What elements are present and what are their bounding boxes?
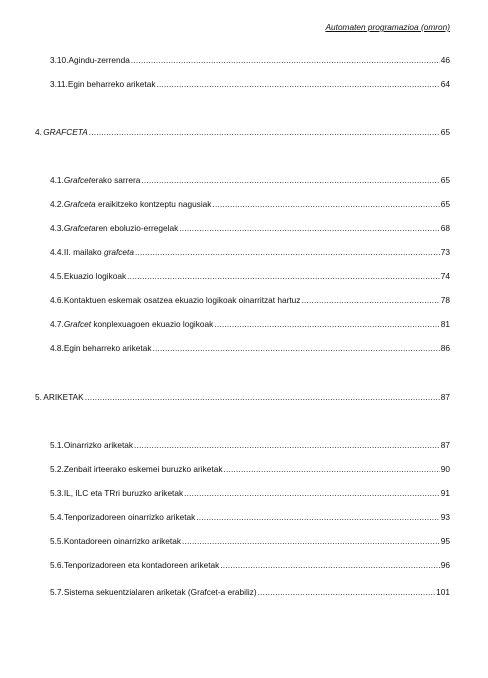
- dot-leader: [156, 78, 439, 90]
- toc-entry-title-part: konplexuagoen ekuazio logikoak: [91, 319, 214, 329]
- toc-entry-page-number: 65: [440, 199, 450, 209]
- toc-entry-title-part: IL, ILC eta TRri buruzko ariketak: [63, 488, 184, 498]
- toc-entry-title-italic: Grafcet: [63, 175, 92, 185]
- toc-entry[interactable]: [50, 198, 450, 210]
- dot-leader: [85, 391, 440, 403]
- running-header: Automaten programazioa (omron): [325, 22, 450, 32]
- toc-entry-page-number: 65: [440, 127, 450, 137]
- toc-entry[interactable]: [50, 559, 450, 571]
- toc-entry-title-part: Ekuazio logikoak: [63, 271, 127, 281]
- toc-entry-title: [64, 511, 195, 523]
- toc-entry-title-part: Egin beharreko ariketak: [63, 343, 152, 353]
- dot-leader: [182, 535, 440, 547]
- toc-entry-title-part: Agindu-zerrenda: [68, 55, 130, 65]
- dot-leader: [196, 511, 439, 523]
- toc-entry-title: [64, 586, 257, 598]
- toc-entry-page-number: 65: [440, 175, 450, 185]
- toc-entry-number: 4.3.: [50, 223, 64, 233]
- toc-entry-number: 4.5.: [50, 271, 64, 281]
- toc-entry-number: 4.7.: [50, 319, 64, 329]
- toc-entry[interactable]: [50, 318, 450, 330]
- toc-entry-title-part: Kontaktuen eskemak osatzea ekuazio logikoak oinarritzat hartuz: [63, 295, 301, 305]
- toc-entry-title-part: Zenbait irteerako eskemei buruzko ariketak: [63, 464, 223, 474]
- toc-entry-title: [64, 198, 212, 210]
- dot-leader: [223, 463, 439, 475]
- toc-entry-title: [64, 246, 134, 258]
- toc-entry[interactable]: [50, 535, 450, 547]
- toc-entry-number: 5.5.: [50, 536, 64, 546]
- toc-entry-number: 4.: [35, 127, 42, 137]
- toc-entry-title: [64, 318, 213, 330]
- dot-leader: [212, 198, 439, 210]
- toc-entry-title-italic: Grafcet: [63, 319, 92, 329]
- toc-entry-title-part: ARIKETAK: [43, 392, 84, 402]
- toc-entry-number: 5.1.: [50, 440, 64, 450]
- toc-entry-number: 4.4.: [50, 247, 64, 257]
- toc-entry-page-number: 86: [440, 343, 450, 353]
- toc-entry-page-number: 95: [440, 536, 450, 546]
- toc-entry[interactable]: [50, 270, 450, 282]
- dot-leader: [89, 126, 440, 138]
- toc-entry[interactable]: [50, 586, 450, 598]
- toc-entry[interactable]: [50, 222, 450, 234]
- dot-leader: [258, 586, 436, 598]
- toc-entry[interactable]: [50, 463, 450, 475]
- toc-entry-page-number: 96: [440, 560, 450, 570]
- dot-leader: [301, 294, 439, 306]
- toc-entry-page-number: 68: [440, 223, 450, 233]
- dot-leader: [135, 246, 440, 258]
- dot-leader: [131, 54, 440, 66]
- toc-entry-page-number: 64: [440, 79, 450, 89]
- toc-entry-page-number: 91: [440, 488, 450, 498]
- toc-entry-title-italic: Grafcet: [63, 223, 92, 233]
- toc-entry-title: [68, 54, 129, 66]
- toc-entry-title: [64, 463, 223, 475]
- toc-entry-title: [64, 342, 152, 354]
- toc-entry-title-part: Sistema sekuentzialaren ariketak (Grafcet-a erabiliz): [63, 587, 257, 597]
- toc-entry[interactable]: [50, 294, 450, 306]
- toc-entry-page-number: 101: [436, 587, 450, 597]
- toc-entry[interactable]: [50, 342, 450, 354]
- toc-entry-page-number: 90: [440, 464, 450, 474]
- toc-entry-page-number: 74: [440, 271, 450, 281]
- toc-entry[interactable]: [50, 487, 450, 499]
- toc-entry[interactable]: [50, 511, 450, 523]
- toc-entry[interactable]: [50, 439, 450, 451]
- toc-entry-number: 5.3.: [50, 488, 64, 498]
- toc-entry-number: 4.6.: [50, 295, 64, 305]
- toc-entry-title: [64, 439, 133, 451]
- toc-entry-title-part: erako sarrera: [91, 175, 141, 185]
- toc-entry-title: [64, 222, 178, 234]
- toc-entry-title: [64, 535, 181, 547]
- toc-entry-title-part: II. mailako: [63, 247, 104, 257]
- dot-leader: [220, 559, 439, 571]
- toc-entry-number: 4.1.: [50, 175, 64, 185]
- toc-entry-title: [64, 174, 141, 186]
- toc-entry[interactable]: [50, 78, 450, 90]
- toc-entry-page-number: 78: [440, 295, 450, 305]
- toc-entry-number: 5.: [35, 392, 42, 402]
- toc-entry-title-part: Tenporizadoreen eta kontadoreen ariketak: [63, 560, 220, 570]
- dot-leader: [214, 318, 439, 330]
- toc-entry-number: 3.10.: [50, 55, 69, 65]
- toc-entry-number: 5.6.: [50, 560, 64, 570]
- toc-entry-number: 4.8.: [50, 343, 64, 353]
- dot-leader: [127, 270, 440, 282]
- toc-entry-page-number: 93: [440, 512, 450, 522]
- toc-entry-title: [64, 559, 219, 571]
- toc-entry[interactable]: [50, 54, 450, 66]
- dot-leader: [184, 487, 440, 499]
- toc-entry-number: 5.4.: [50, 512, 64, 522]
- toc-entry-title-part: aren eboluzio-erregelak: [91, 223, 179, 233]
- toc-entry[interactable]: [50, 246, 450, 258]
- toc-entry-page-number: 87: [440, 440, 450, 450]
- toc-entry-number: 3.11.: [50, 79, 68, 89]
- dot-leader: [179, 222, 440, 234]
- toc-entry-title-part: eraikitzeko kontzeptu nagusiak: [95, 199, 212, 209]
- toc-entry-title: [43, 126, 88, 138]
- toc-entry-number: 4.2.: [50, 199, 64, 209]
- toc-entry-title-part: Tenporizadoreen oinarrizko ariketak: [63, 512, 196, 522]
- toc-entry-title-italic: GRAFCETA: [43, 127, 88, 137]
- toc-entry-title: [64, 294, 301, 306]
- toc-entry-title-part: Kontadoreen oinarrizko ariketak: [63, 536, 181, 546]
- toc-entry-number: 5.7.: [50, 587, 64, 597]
- toc-entry-title-italic: grafceta: [103, 247, 134, 257]
- toc-entry-title-part: Egin beharreko ariketak: [67, 79, 156, 89]
- toc-entry-number: 5.2.: [50, 464, 64, 474]
- toc-entry[interactable]: [35, 126, 450, 138]
- toc-entry-title: [64, 270, 126, 282]
- dot-leader: [141, 174, 439, 186]
- toc-entry-title: [43, 391, 83, 403]
- dot-leader: [152, 342, 439, 354]
- toc-entry-title-part: Oinarrizko ariketak: [63, 440, 134, 450]
- toc-entry[interactable]: [50, 174, 450, 186]
- toc-entry-page-number: 81: [440, 319, 450, 329]
- toc-entry-page-number: 46: [440, 55, 450, 65]
- toc-entry-title-italic: Grafceta: [63, 199, 96, 209]
- toc-entry-title: [64, 487, 183, 499]
- toc-entry[interactable]: [35, 391, 450, 403]
- toc-entry-page-number: 87: [440, 392, 450, 402]
- toc-entry-page-number: 73: [440, 247, 450, 257]
- dot-leader: [134, 439, 440, 451]
- toc-entry-title: [68, 78, 156, 90]
